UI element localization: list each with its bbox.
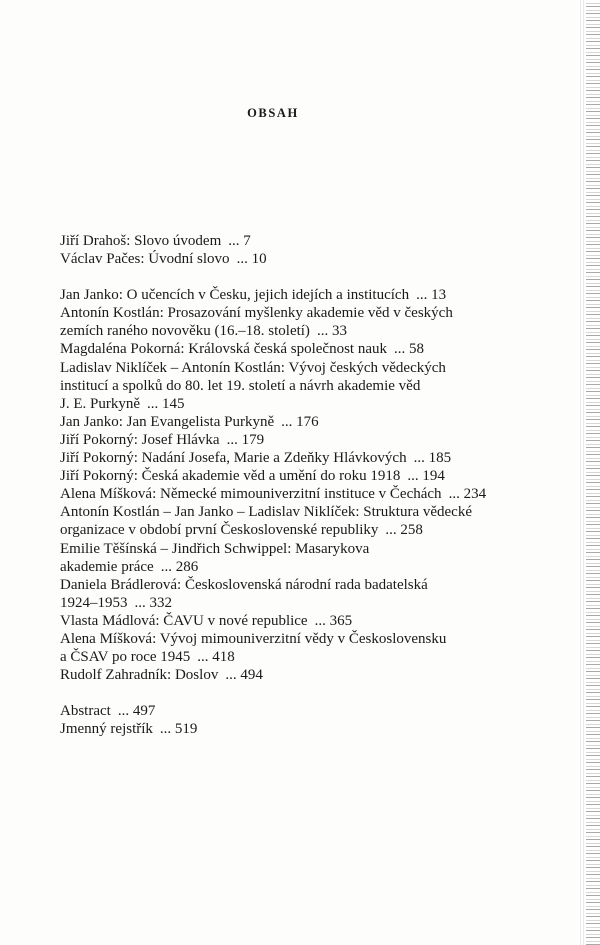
toc-page-number: ... 13	[416, 287, 447, 304]
toc-page-number: ... 234	[448, 486, 487, 503]
toc-page-number: ... 497	[117, 703, 156, 720]
toc-entry-text: organizace v období první Československé republiky	[60, 522, 379, 539]
toc-entry	[60, 359, 530, 413]
toc-entry-line	[60, 340, 530, 358]
toc-entry-line	[60, 648, 530, 666]
toc-entry-line	[60, 232, 530, 250]
toc-page-number: ... 7	[228, 233, 251, 249]
toc-entry	[60, 540, 530, 576]
toc-entry-line	[60, 431, 530, 449]
toc-entry-line	[60, 286, 530, 304]
toc-entry-text: a ČSAV po roce 1945	[60, 649, 191, 666]
toc-entry-text: Jan Janko: Jan Evangelista Purkyně	[60, 413, 275, 430]
toc-entry	[60, 250, 530, 268]
toc-entry	[60, 503, 530, 539]
toc-entry-line	[60, 467, 530, 485]
toc-entry-text: Alena Míšková: Německé mimouniverzitní instituce v Čechách	[60, 486, 442, 503]
toc-entry-text: Antonín Kostlán: Prosazování myšlenky akademie věd v českých	[60, 305, 453, 322]
toc-entry-text: Jmenný rejstřík	[60, 721, 153, 738]
toc-entry-line	[60, 576, 530, 594]
toc-entry-text: Vlasta Mádlová: ČAVU v nové republice	[60, 612, 308, 629]
toc-entry-text: Daniela Brádlerová: Československá národní rada badatelská	[60, 576, 428, 593]
toc-entry	[60, 485, 530, 503]
page-title: OBSAH	[247, 106, 299, 120]
toc-entry-line	[60, 612, 530, 630]
toc-entry-text: 1924–1953	[60, 594, 128, 611]
toc-entry	[60, 431, 530, 449]
toc-page-number: ... 58	[394, 341, 424, 358]
toc-page-number: ... 332	[134, 594, 172, 611]
toc-page-number: ... 258	[385, 522, 423, 539]
toc-entry-line	[60, 720, 530, 738]
toc-entry-text: Ladislav Niklíček – Antonín Kostlán: Vývoj českých vědeckých	[60, 359, 446, 376]
page-edge-stack	[586, 0, 600, 945]
toc-page-number: ... 286	[160, 558, 199, 575]
toc-page-number: ... 494	[225, 667, 263, 684]
toc-entry-text: Rudolf Zahradník: Doslov	[60, 667, 219, 684]
toc-entry-text: Jiří Pokorný: Česká akademie věd a umění do roku 1918	[60, 468, 401, 485]
toc-entry-line	[60, 322, 530, 340]
toc-entry-line	[60, 485, 530, 503]
toc-entry-line	[60, 503, 530, 521]
toc-entry-line	[60, 666, 530, 684]
toc-entry-text: J. E. Purkyně	[60, 395, 140, 412]
toc-entry-line	[60, 413, 530, 431]
toc-page-number: ... 365	[314, 612, 353, 629]
toc-entry-text: zemích raného novověku (16.–18. století)	[60, 323, 310, 340]
toc-entry	[60, 449, 530, 467]
toc-entry-text: Jiří Drahoš: Slovo úvodem	[60, 233, 222, 249]
toc-page-number: ... 519	[159, 721, 198, 738]
toc-entry	[60, 232, 530, 250]
page-edge-shadow	[578, 0, 586, 945]
toc-entry	[60, 720, 530, 738]
toc-entry	[60, 630, 530, 666]
toc-page-number: ... 33	[316, 323, 347, 340]
toc-entry-text: Václav Pačes: Úvodní slovo	[60, 251, 230, 268]
toc-entry-line	[60, 594, 530, 612]
table-of-contents	[60, 232, 530, 756]
toc-entry	[60, 304, 530, 340]
toc-page-number: ... 185	[413, 450, 452, 467]
toc-group	[60, 702, 530, 738]
toc-entry	[60, 666, 530, 684]
toc-entry-line	[60, 250, 530, 268]
toc-entry-text: akademie práce	[60, 558, 154, 575]
toc-entry-line	[60, 630, 530, 648]
toc-entry-text: Jan Janko: O učencích v Česku, jejich idejích a institucích	[60, 287, 410, 304]
toc-entry	[60, 576, 530, 612]
toc-entry	[60, 340, 530, 358]
toc-group	[60, 232, 530, 268]
toc-entry	[60, 467, 530, 485]
toc-entry-text: Antonín Kostlán – Jan Janko – Ladislav Niklíček: Struktura vědecké	[60, 504, 472, 521]
toc-entry-line	[60, 702, 530, 720]
toc-entry-line	[60, 540, 530, 558]
toc-entry-text: Abstract	[60, 703, 111, 720]
toc-entry-text: Alena Míšková: Vývoj mimouniverzitní vědy v Československu	[60, 630, 447, 647]
toc-page-number: ... 10	[236, 251, 267, 268]
toc-entry	[60, 413, 530, 431]
toc-entry	[60, 612, 530, 630]
toc-entry-text: Jiří Pokorný: Nadání Josefa, Marie a Zdeňky Hlávkových	[60, 450, 407, 467]
toc-page-number: ... 418	[197, 649, 235, 666]
toc-entry	[60, 702, 530, 720]
toc-page-number: ... 194	[407, 468, 445, 485]
toc-entry-text: Jiří Pokorný: Josef Hlávka	[60, 431, 220, 448]
toc-entry-line	[60, 558, 530, 576]
toc-entry-line	[60, 395, 530, 413]
toc-entry-text: Magdaléna Pokorná: Královská česká společnost nauk	[60, 341, 387, 358]
toc-entry-line	[60, 521, 530, 539]
toc-entry-text: institucí a spolků do 80. let 19. století a návrh akademie věd	[60, 377, 421, 394]
toc-page-number: ... 176	[281, 413, 319, 430]
toc-entry-line	[60, 304, 530, 322]
toc-page-number: ... 145	[147, 395, 185, 412]
toc-group	[60, 286, 530, 684]
toc-page-number: ... 179	[226, 431, 265, 448]
toc-entry-line	[60, 449, 530, 467]
toc-entry-line	[60, 359, 530, 377]
toc-entry-line	[60, 377, 530, 395]
toc-entry-text: Emilie Těšínská – Jindřich Schwippel: Masarykova	[60, 540, 370, 557]
toc-entry	[60, 286, 530, 304]
